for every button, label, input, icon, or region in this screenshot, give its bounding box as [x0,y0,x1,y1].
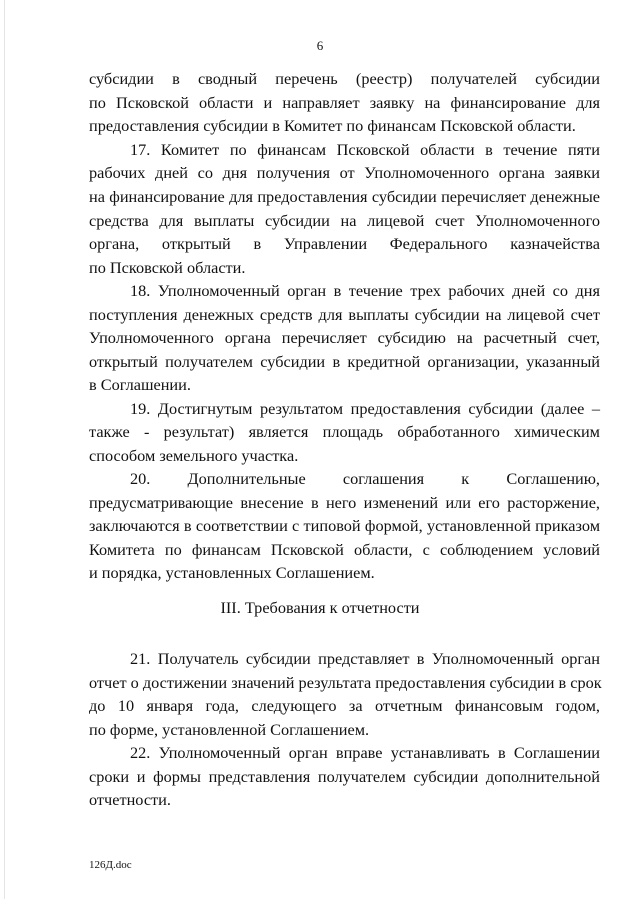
paragraph-22-line: 22. Уполномоченный орган вправе устанавливать в Соглашении [130,743,600,762]
text-line: до 10 января года, следующего за отчетным финансовым годом, [89,696,600,715]
text-line: отчетности. [89,790,171,809]
text-line: также - результат) является площадь обработанного химическим [89,422,600,441]
text-line: поступления денежных средств для выплаты субсидии на лицевой счет [89,305,600,324]
text-line: органа, открытый в Управлении Федерального казначейства [89,234,600,253]
paragraph-18-line: 18. Уполномоченный орган в течение трех рабочих дней со дня [130,281,600,300]
paragraph-21-line: 21. Получатель субсидии представляет в Уполномоченный орган [130,649,600,668]
text-line: рабочих дней со дня получения от Уполномоченного органа заявки [89,163,600,182]
text-line: и порядка, установленных Соглашением. [89,563,375,582]
text-line: открытый получателем субсидии в кредитной организации, указанный [89,352,600,371]
text-line: на финансирование для предоставления субсидии перечисляет денежные [89,187,600,206]
text-line: предусматривающие внесение в него изменений или его расторжение, [89,493,600,512]
text-line: сроки и формы представления получателем субсидии дополнительной [89,767,600,786]
text-line: способом земельного участка. [89,446,299,465]
text-line: отчет о достижении значений результата предоставления субсидии в срок [89,673,602,692]
text-line: в Соглашении. [89,375,191,394]
scan-edge [4,0,5,899]
text-line: средства для выплаты субсидии на лицевой счет Уполномоченного [89,211,600,230]
text-line: по форме, установленной Соглашением. [89,720,370,739]
text-line: предоставления субсидии в Комитет по финансам Псковской области. [89,116,576,135]
text-line: по Псковской области и направляет заявку на финансирование для [89,93,600,112]
footer-filename: 126Д.doc [89,859,132,871]
paragraph-19-line: 19. Достигнутым результатом предоставления субсидии (далее – [130,399,600,418]
text-line: заключаются в соответствии с типовой формой, установленной приказом [89,516,600,535]
paragraph-17-line: 17. Комитет по финансам Псковской области в течение пяти [130,140,600,159]
page-number: 6 [316,38,324,53]
paragraph-20-line: 20. Дополнительные соглашения к Соглашению, [130,469,600,488]
section-heading: III. Требования к отчетности [220,598,420,617]
text-line: субсидии в сводный перечень (реестр) получателей субсидии [89,69,600,88]
text-line: Уполномоченного органа перечисляет субсидию на расчетный счет, [89,328,600,347]
text-line: по Псковской области. [89,258,246,277]
text-line: Комитета по финансам Псковской области, с соблюдением условий [89,540,600,559]
